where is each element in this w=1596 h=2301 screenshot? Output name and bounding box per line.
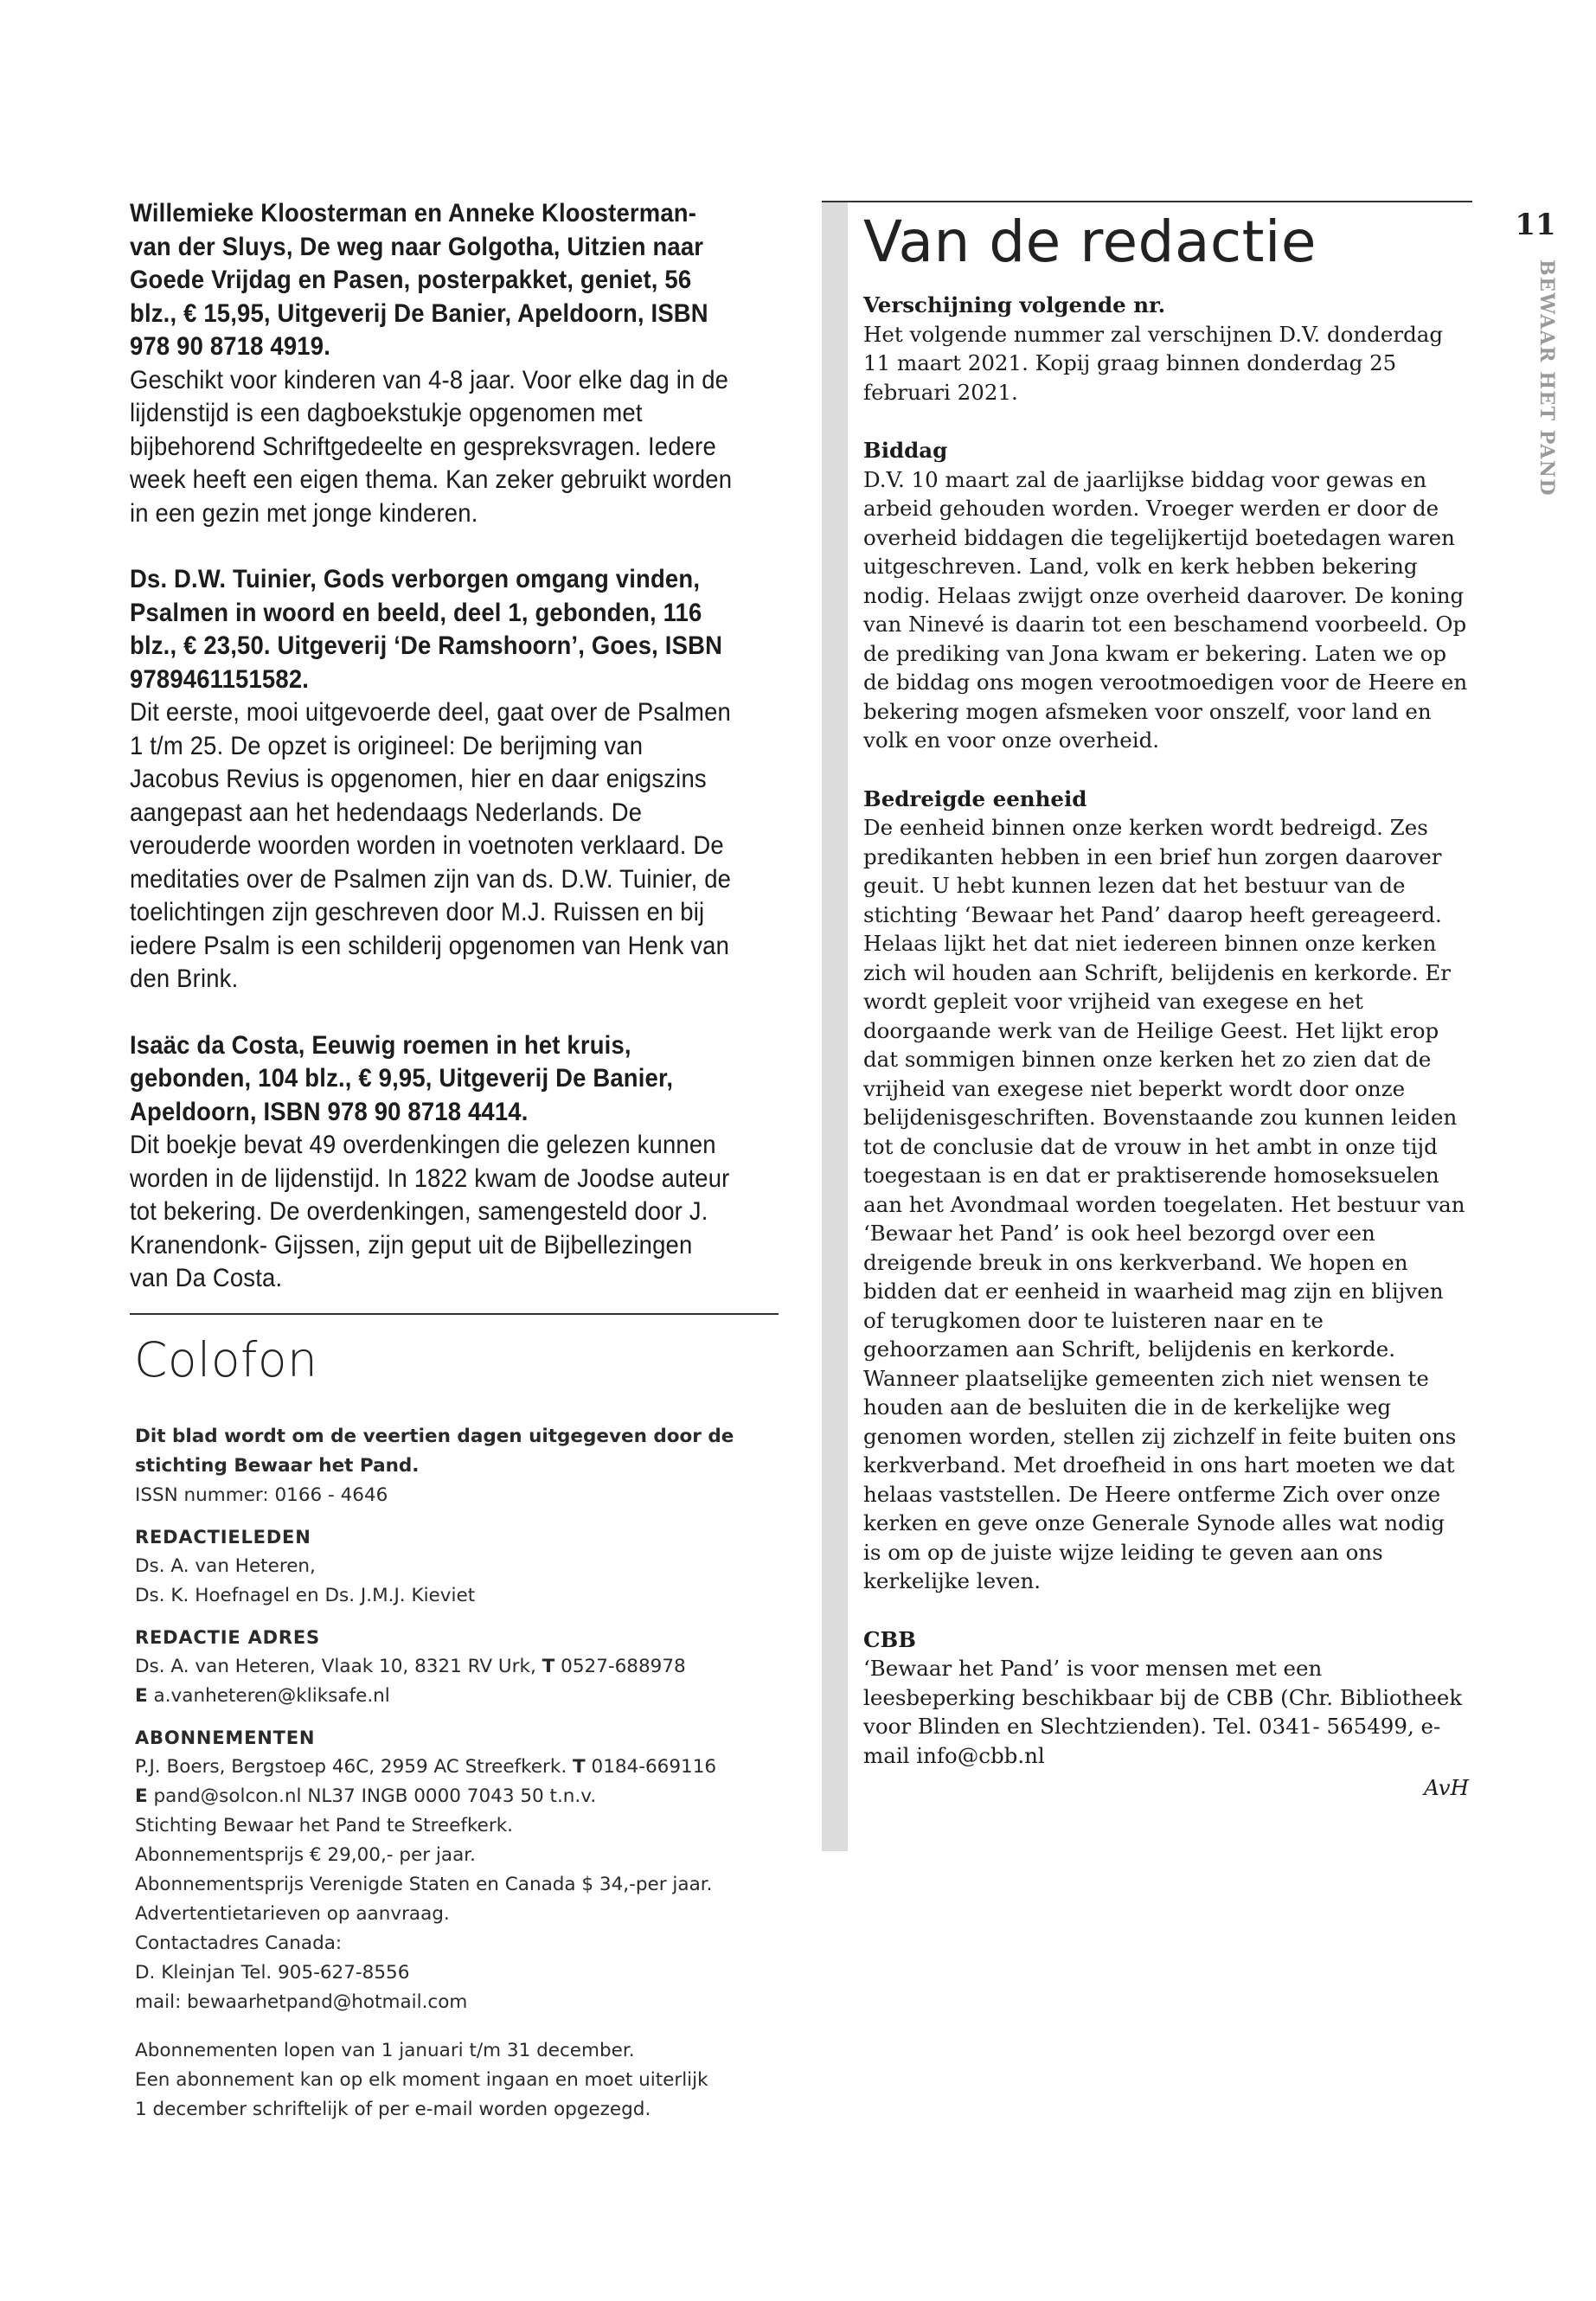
book-review-text: Dit eerste, mooi uitgevoerde deel, gaat over de Psalmen 1 t/m 25. De opzet is origineel: De berijming van Jacobus Revius is opgenomen, hier en daar enigszins aangepast aan het hedendaags Nederlands. De verouderde woorden worden in voetnoten verklaard. De meditaties over de Psalmen zijn van ds. D.W. Tuinier, de toelichtingen zijn geschreven door M.J. Ruissen en bij iedere Psalm is een schilderij opgenomen van Henk van den Brink. bbox=[130, 698, 732, 993]
running-title: BEWAAR HET PAND bbox=[1535, 260, 1558, 497]
text-line: Stichting Bewaar het Pand te Streefkerk. bbox=[135, 1815, 513, 1836]
text-line: Contactadres Canada: bbox=[135, 1932, 343, 1954]
email-address: a.vanheteren@kliksafe.nl bbox=[153, 1685, 390, 1707]
editorial-section bbox=[863, 436, 1469, 755]
book-review-text: Geschikt voor kinderen van 4-8 jaar. Voor elke dag in de lijdenstijd is een dagboekstukje opgenomen met bijbehorend Schriftgedeelte en gespreksvragen. Iedere week heeft een eigen thema. Kan zeker gebruikt worden in een gezin met jonge kinderen. bbox=[130, 365, 733, 528]
address-text: P.J. Boers, Bergstoep 46C, 2959 AC Streefkerk. bbox=[135, 1756, 567, 1778]
colofon-lead: Dit blad wordt om de veertien dagen uitgegeven door de stichting Bewaar het Pand. bbox=[135, 1426, 734, 1477]
editorial-section-heading: Biddag bbox=[863, 438, 948, 463]
book-review-title: Isaäc da Costa, Eeuwig roemen in het kruis, gebonden, 104 blz., € 9,95, Uitgeverij De Banier, Apeldoorn, ISBN 978 90 8718 4414. bbox=[130, 1030, 674, 1126]
email-label: E bbox=[135, 1685, 148, 1707]
colofon-abonnementen bbox=[135, 1723, 779, 2017]
book-review-title: Ds. D.W. Tuinier, Gods verborgen omgang vinden, Psalmen in woord en beeld, deel 1, gebonden, 116 blz., € 23,50. Uitgeverij ‘De Ramshoorn’, Goes, ISBN 9789461151582. bbox=[130, 565, 723, 694]
text-line: Abonnementen lopen van 1 januari t/m 31 december. bbox=[135, 2040, 635, 2061]
address-text: Ds. A. van Heteren, Vlaak 10, 8321 RV Urk, bbox=[135, 1656, 536, 1677]
text-line bbox=[135, 1782, 779, 1811]
text-line: Abonnementsprijs € 29,00,- per jaar. bbox=[135, 1844, 476, 1866]
editorial-section-text: ‘Bewaar het Pand’ is voor mensen met een leesbeperking beschikbaar bij de CBB (Chr. Bibliotheek voor Blinden en Slechtzienden). Tel. 0341- 565499, e-mail info@cbb.nl bbox=[863, 1656, 1463, 1768]
editorial-content bbox=[863, 202, 1469, 1803]
text-line: Ds. A. van Heteren, bbox=[135, 1555, 316, 1577]
section-heading: REDACTIELEDEN bbox=[135, 1527, 311, 1548]
phone-number: 0527-688978 bbox=[561, 1656, 686, 1677]
editorial-signature: AvH bbox=[1424, 1775, 1469, 1800]
colofon-body bbox=[135, 1422, 779, 2125]
book-review bbox=[130, 563, 734, 997]
text-line: 1 december schriftelijk of per e-mail worden opgezegd. bbox=[135, 2099, 651, 2120]
colofon-footer bbox=[135, 2036, 779, 2125]
book-review-text: Dit boekje bevat 49 overdenkingen die gelezen kunnen worden in de lijdenstijd. In 1822 kwam de Joodse auteur tot bekering. De overdenkingen, samengesteld door J. Kranendonk- Gijssen, zijn geput uit de Bijbellezingen van Da Costa. bbox=[130, 1131, 730, 1292]
text-line: D. Kleinjan Tel. 905-627-8556 bbox=[135, 1962, 410, 1984]
colofon-issn: ISSN nummer: 0166 - 4646 bbox=[135, 1484, 388, 1506]
text-line: Ds. K. Hoefnagel en Ds. J.M.J. Kieviet bbox=[135, 1585, 476, 1606]
colofon-adres bbox=[135, 1623, 779, 1711]
section-heading: ABONNEMENTEN bbox=[135, 1727, 316, 1748]
text-line bbox=[135, 1652, 779, 1682]
phone-number: 0184-669116 bbox=[591, 1756, 717, 1778]
editorial-section-text: D.V. 10 maart zal de jaarlijkse biddag voor gewas en arbeid gehouden worden. Vroeger werden er door de overheid biddagen die tegelijkertijd boetedagen waren uitgeschreven. Land, volk en kerk hebben bekering nodig. Helaas zwijgt onze overheid daarover. De koning van Ninevé is daarin tot een beschamend voorbeeld. Op de prediking van Jona kwam er bekering. Laten we op de biddag ons mogen verootmoedigen voor de Heere en bekering mogen afsmeken voor onszelf, voor land en volk en voor onze overheid. bbox=[863, 466, 1468, 753]
book-reviews bbox=[130, 197, 734, 1329]
section-heading: REDACTIE ADRES bbox=[135, 1627, 320, 1648]
editorial-section-heading: Bedreigde eenheid bbox=[863, 785, 1087, 811]
text-line: mail: bewaarhetpand@hotmail.com bbox=[135, 1991, 468, 2013]
email-bank-text: pand@solcon.nl NL37 INGB 0000 7043 50 t.n.v. bbox=[153, 1785, 597, 1807]
editorial-section bbox=[863, 1625, 1469, 1771]
page-number: 11 bbox=[1515, 208, 1556, 242]
book-review bbox=[130, 1029, 734, 1296]
editorial-side-bar bbox=[822, 202, 848, 1851]
text-line bbox=[135, 1682, 779, 1711]
editorial-box bbox=[822, 201, 1472, 1851]
colofon-redactieleden bbox=[135, 1522, 779, 1611]
text-line bbox=[135, 1753, 779, 1782]
editorial-section bbox=[863, 785, 1469, 1596]
email-label: E bbox=[135, 1785, 148, 1807]
phone-label: T bbox=[573, 1756, 586, 1778]
phone-label: T bbox=[542, 1656, 555, 1677]
text-line: Een abonnement kan op elk moment ingaan en moet uiterlijk bbox=[135, 2069, 708, 2091]
editorial-section-heading: CBB bbox=[863, 1626, 916, 1652]
book-review bbox=[130, 197, 734, 530]
editorial-section-heading: Verschijning volgende nr. bbox=[863, 292, 1166, 317]
book-review-title: Willemieke Kloosterman en Anneke Kloosterman- van der Sluys, De weg naar Golgotha, Uitzien naar Goede Vrijdag en Pasen, posterpakket, geniet, 56 blz., € 15,95, Uitgeverij De Banier, Apeldoorn, ISBN 978 90 8718 4919. bbox=[130, 199, 708, 361]
editorial-heading: Van de redactie bbox=[863, 208, 1317, 275]
colofon-heading: Colofon bbox=[134, 1332, 318, 1388]
text-line: Abonnementsprijs Verenigde Staten en Canada $ 34,-per jaar. bbox=[135, 1874, 713, 1895]
editorial-section-text: Het volgende nummer zal verschijnen D.V. donderdag 11 maart 2021. Kopij graag binnen donderdag 25 februari 2021. bbox=[863, 321, 1444, 405]
text-line: Advertentietarieven op aanvraag. bbox=[135, 1903, 450, 1925]
editorial-section-text: De eenheid binnen onze kerken wordt bedreigd. Zes predikanten hebben in een brief hun zorgen daarover geuit. U hebt kunnen lezen dat het bestuur van de stichting ‘Bewaar het Pand’ daarop heeft gereageerd. Helaas lijkt het dat niet iedereen binnen onze kerken zich wil houden aan Schrift, belijdenis en kerkorde. Er wordt gepleit voor vrijheid van exegese en het doorgaande werk van de Heilige Geest. Het lijkt erop dat sommigen binnen onze kerken het zo zien dat de vrijheid van exegese niet beperkt wordt door onze belijdenisgeschriften. Bovenstaande zou kunnen leiden tot de conclusie dat de vrouw in het ambt in onze tijd toegestaan is en dat er praktiserende homoseksuelen aan het Avondmaal worden toegelaten. Het bestuur van ‘Bewaar het Pand’ is ook heel bezorgd over een dreigende breuk in ons kerkverband. We hopen en bidden dat er eenheid in waarheid mag zijn en blijven of terugkomen door te luisteren naar en te gehoorzamen aan Schrift, belijdenis en kerkorde. Wanneer plaatselijke gemeenten zich niet wensen te houden aan de besluiten die in de kerkelijke weg genomen worden, stellen zij zichzelf in feite buiten ons kerkverband. Met droefheid in ons hart moeten we dat helaas vaststellen. De Heere ontferme Zich over onze kerken en geve onze Generale Synode alles wat nodig is om op de juiste wijze leiding te geven aan ons kerkelijke leven. bbox=[863, 815, 1465, 1593]
colofon-box bbox=[130, 1313, 779, 2125]
editorial-section bbox=[863, 291, 1469, 407]
